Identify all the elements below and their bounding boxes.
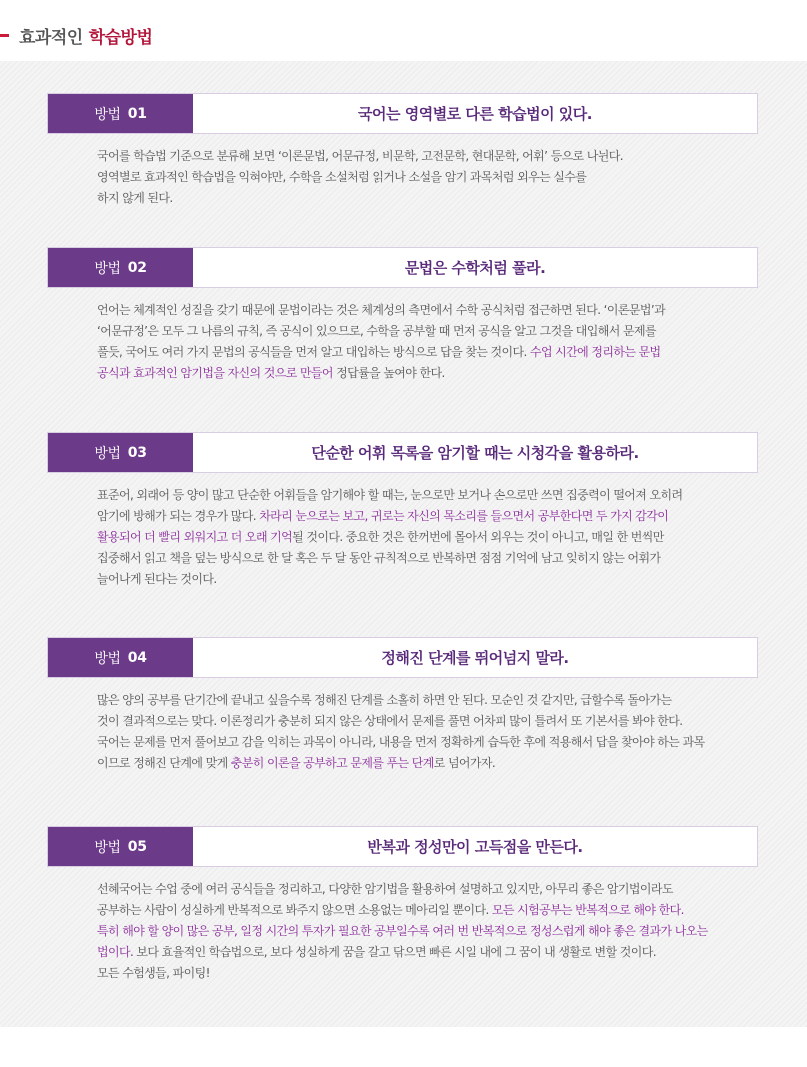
body-text: ‘어문규정’은 모두 그 나름의 규칙, 즉 공식이 있으므로, 수학을 공부할 때 먼저 공식을 알고 그것을 대입해서 문제를 [97,324,656,338]
highlight-text: 공식과 효과적인 암기법을 자신의 것으로 만들어 [97,366,333,380]
method-section-2 [47,247,758,384]
body-text: 언어는 체계적인 성질을 갖기 때문에 문법이라는 것은 체계성의 측면에서 수학 공식처럼 접근하면 된다. ‘이론문법’과 [97,303,666,317]
method-section-1 [47,93,758,209]
body-line [97,548,758,569]
body-text: 표준어, 외래어 등 양이 많고 단순한 어휘들을 암기해야 할 때는, 눈으로만 보거나 손으로만 쓰면 집중력이 떨어져 오히려 [97,488,683,502]
method-tag-label: 방법 [94,260,121,277]
body-line [97,321,758,342]
highlight-text: 수업 시간에 정리하는 문법 [529,345,661,359]
method-tag-number: 03 [127,444,147,461]
section-header [0,20,152,50]
method-header [47,826,758,867]
body-text: 정답률을 높여야 한다. [332,366,445,380]
body-text: 영역별로 효과적인 학습법을 익혀야만, 수학을 소설처럼 읽거나 소설을 암기 과목처럼 외우는 실수를 [97,170,587,184]
body-text: 국어는 문제를 먼저 풀어보고 감을 익히는 과목이 아니라, 내용을 먼저 정확하게 습득한 후에 적용해서 답을 찾아야 하는 과목 [97,735,705,749]
method-tag-number: 04 [127,649,147,666]
method-section-4 [47,637,758,774]
body-text: 것이 결과적으로는 맞다. 이론정리가 충분히 되지 않은 상태에서 문제를 풀면 어차피 많이 틀려서 또 기본서를 봐야 한다. [97,714,683,728]
method-header [47,637,758,678]
method-body [47,300,758,384]
method-tag-label: 방법 [94,106,121,123]
method-title: 단순한 어휘 목록을 암기할 때는 시청각을 활용하라. [311,444,639,462]
method-tag [48,827,193,866]
body-line [97,167,758,188]
page-title [19,23,152,48]
method-title: 정해진 단계를 뛰어넘지 말라. [381,649,569,667]
body-text: 암기에 방해가 되는 경우가 많다. [97,509,260,523]
body-line [97,690,758,711]
method-title: 반복과 정성만이 고득점을 만든다. [367,838,583,856]
page-title-plain: 효과적인 [19,27,83,48]
method-body [47,146,758,209]
highlight-text: 차라리 눈으로는 보고, 귀로는 자신의 목소리를 들으면서 공부한다면 두 가지 감각이 [259,509,669,523]
highlight-text: 충분히 이론을 공부하고 문제를 푸는 단계 [230,756,434,770]
method-tag-label: 방법 [94,445,121,462]
method-section-3 [47,432,758,590]
highlight-text: 법이다. [97,945,134,959]
method-tag-label: 방법 [94,839,121,856]
method-tag-number: 01 [127,105,147,122]
body-text: 하지 않게 된다. [97,191,173,205]
body-line [97,146,758,167]
body-text: 국어를 학습법 기준으로 분류해 보면 ‘이론문법, 어문규정, 비문학, 고전문학, 현대문학, 어휘’ 등으로 나뉜다. [97,149,623,163]
highlight-text: 모든 시험공부는 반복적으로 해야 한다. [491,903,684,917]
highlight-text: 활용되어 더 빨리 외워지고 더 오래 기억 [97,530,293,544]
body-text: 보다 효율적인 학습법으로, 보다 성실하게 꿈을 갈고 닦으면 빠른 시일 내에 그 꿈이 내 생활로 변할 것이다. [133,945,656,959]
method-tag-number: 05 [127,838,147,855]
body-text: 집중해서 읽고 책을 덮는 방식으로 한 달 혹은 두 달 동안 규칙적으로 반복하면 점점 기억에 남고 잊히지 않는 어휘가 [97,551,661,565]
highlight-text: 특히 해야 할 양이 많은 공부, 일정 시간의 투자가 필요한 공부일수록 여러 번 반복적으로 정성스럽게 해야 좋은 결과가 나오는 [97,924,708,938]
method-header [47,247,758,288]
body-line [97,732,758,753]
body-line [97,188,758,209]
body-text: 선혜국어는 수업 중에 여러 공식들을 정리하고, 다양한 암기법을 활용하여 설명하고 있지만, 아무리 좋은 암기법이라도 [97,882,673,896]
method-header [47,93,758,134]
method-body [47,879,758,984]
body-text: 로 넘어가자. [433,756,496,770]
body-line [97,363,758,384]
body-text: 많은 양의 공부를 단기간에 끝내고 싶을수록 정해진 단계를 소홀히 하면 안 된다. 모순인 것 같지만, 급할수록 돌아가는 [97,693,672,707]
body-line [97,963,758,984]
body-line [97,879,758,900]
method-tag [48,94,193,133]
body-line [97,569,758,590]
method-title: 문법은 수학처럼 풀라. [404,259,546,277]
page-title-accent: 학습방법 [88,27,153,48]
body-text: 이므로 정해진 단계에 맞게 [97,756,231,770]
body-line [97,485,758,506]
body-line [97,900,758,921]
body-line [97,711,758,732]
body-line [97,921,758,942]
method-body [47,485,758,590]
method-tag-number: 02 [127,259,147,276]
body-text: 늘어나게 된다는 것이다. [97,572,217,586]
body-line [97,300,758,321]
body-line [97,942,758,963]
body-text: 풀듯, 국어도 여러 가지 문법의 공식들을 먼저 알고 대입하는 방식으로 답을 찾는 것이다. [97,345,530,359]
body-text: 모든 수험생들, 파이팅! [97,966,210,980]
method-tag [48,248,193,287]
body-text: 될 것이다. 중요한 것은 한꺼번에 몰아서 외우는 것이 아니고, 매일 한 번씩만 [292,530,664,544]
header-accent-bar [0,34,9,37]
method-header [47,432,758,473]
method-tag-label: 방법 [94,650,121,667]
method-section-5 [47,826,758,984]
body-line [97,342,758,363]
method-body [47,690,758,774]
body-line [97,527,758,548]
method-tag [48,433,193,472]
body-line [97,753,758,774]
method-title: 국어는 영역별로 다른 학습법이 있다. [358,105,592,123]
body-line [97,506,758,527]
body-text: 공부하는 사람이 성실하게 반복적으로 봐주지 않으면 소용없는 메아리일 뿐이다. [97,903,492,917]
method-tag [48,638,193,677]
